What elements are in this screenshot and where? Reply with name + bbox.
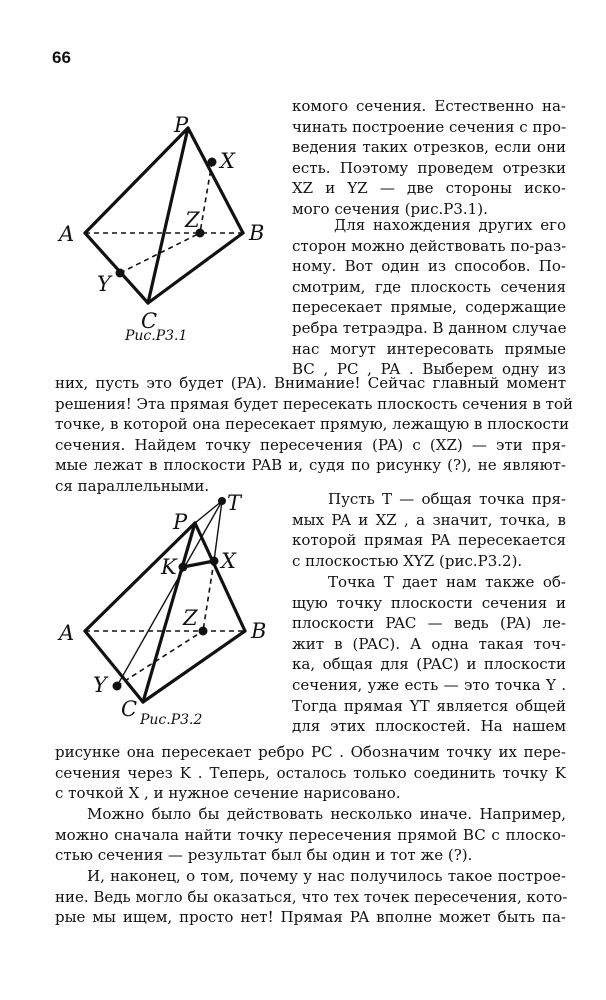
segment-XZ xyxy=(203,561,214,631)
text-line: сечения. Найдем точку пересечения (PA) с (XZ) — эти пря- xyxy=(55,435,566,454)
paragraph-1 xyxy=(292,96,566,220)
edge-PA xyxy=(85,128,188,233)
label-Z: Z xyxy=(183,606,198,630)
text-line: сечения, уже есть — это точка Y . xyxy=(292,675,566,694)
text-line: смотрим, где плоскость сечения xyxy=(292,277,566,296)
edge-PB xyxy=(195,523,245,631)
label-B: B xyxy=(251,619,267,643)
text-line: нас могут интересовать прямые xyxy=(292,339,566,358)
text-line: чинать построение сечения с про- xyxy=(292,117,567,136)
label-X: X xyxy=(221,549,236,573)
label-C: C xyxy=(141,309,158,333)
text-line: с точкой X , и нужное сечение нарисовано. xyxy=(55,784,401,803)
label-Y: Y xyxy=(97,272,111,296)
text-line: пересекает прямые, содержащие xyxy=(292,298,566,317)
point-T xyxy=(218,497,226,505)
text-line: Тогда прямая YT является общей xyxy=(292,696,566,715)
figure-1-caption: Рис.Р3.1 xyxy=(125,328,188,344)
text-line: BC , PC , PA . Выберем одну из xyxy=(292,360,566,379)
text-line: решения! Эта прямая будет пересекать плоскость сечения в той xyxy=(55,394,573,413)
point-X xyxy=(210,557,219,566)
text-line: Можно было бы действовать несколько иначе. Например, xyxy=(87,805,566,823)
paragraph-2 xyxy=(292,215,566,380)
text-line: ся параллельными. xyxy=(55,476,210,495)
edge-AC xyxy=(85,233,148,303)
text-line: жит в (PAC). А одна такая точ- xyxy=(292,634,566,653)
text-line: них, пусть это будет (PA). Внимание! Сейчас главный момент xyxy=(55,374,566,392)
text-line: для этих плоскостей. На нашем xyxy=(292,717,566,736)
label-Y: Y xyxy=(93,673,107,697)
figure-1 xyxy=(55,110,285,333)
text-line: стью сечения — результат был бы один и тот же (?). xyxy=(55,846,473,865)
segment-XZ xyxy=(200,162,212,233)
point-X xyxy=(208,158,217,167)
text-line: с плоскостью XYZ (рис.Р3.2). xyxy=(292,551,523,570)
edge-CB xyxy=(143,631,245,702)
label-T: T xyxy=(227,491,242,515)
text-line: ребра тетраэдра. В данном случае xyxy=(292,318,567,337)
text-line: мых PA и XZ , а значит, точка, в xyxy=(292,510,566,529)
label-B: B xyxy=(249,221,265,245)
text-line: рые мы ищем, просто нет! Прямая PA вполне может быть па- xyxy=(55,908,566,927)
text-line: комого сечения. Естественно на- xyxy=(292,97,566,115)
label-P: P xyxy=(173,510,188,534)
paragraph-5 xyxy=(292,572,566,737)
text-line: Точка T дает нам также об- xyxy=(328,573,566,591)
point-Y xyxy=(113,682,122,691)
text-line: сечения через K . Теперь, осталось только соединить точку K xyxy=(55,763,566,782)
label-C: C xyxy=(121,697,138,721)
text-line: И, наконец, о том, почему у нас получилось такое построе- xyxy=(87,867,566,885)
text-line: рисунке она пересекает ребро PC . Обозначим точку их пере- xyxy=(55,743,566,761)
figure-2-caption: Рис.Р3.2 xyxy=(140,712,203,728)
text-line: ние. Ведь могло бы оказаться, что тех точек пересечения, кото- xyxy=(55,887,568,906)
label-A: A xyxy=(59,621,75,645)
paragraph-4 xyxy=(292,489,566,571)
paragraph-3 xyxy=(55,373,573,497)
text-line: ка, общая для (PAC) и плоскости xyxy=(292,655,566,674)
paragraph-8 xyxy=(55,866,566,928)
text-line: щую точку плоскости сечения и xyxy=(292,593,566,612)
text-line: Пусть T — общая точка пря- xyxy=(328,490,566,508)
text-line: мого сечения (рис.Р3.1). xyxy=(292,199,488,218)
text-line: которой прямая PA пересекается xyxy=(292,531,566,550)
text-line: точке, в которой она пересекает прямую, лежащую в плоскости xyxy=(55,415,570,434)
page-number: 66 xyxy=(52,48,71,67)
text-line: мые лежат в плоскости PAB и, судя по рисунку (?), не являют- xyxy=(55,456,566,475)
text-line: есть. Поэтому проведем отрезки xyxy=(292,158,566,177)
text-line: плоскости PAC — ведь (PA) ле- xyxy=(292,614,566,633)
label-P: P xyxy=(174,113,189,137)
label-Z: Z xyxy=(185,208,200,232)
point-Z xyxy=(199,627,208,636)
text-line: ведения таких отрезков, если они xyxy=(292,138,566,157)
paragraph-6 xyxy=(55,742,566,804)
text-line: XZ и YZ — две стороны иско- xyxy=(292,179,566,198)
label-K: K xyxy=(161,555,177,579)
figure-1-drawing xyxy=(55,110,285,333)
extension-PT xyxy=(195,501,222,523)
label-X: X xyxy=(220,149,235,173)
text-line: сторон можно действовать по-раз- xyxy=(292,236,567,255)
text-line: ному. Вот один из способов. По- xyxy=(292,257,566,276)
text-line: Для нахождения других его xyxy=(334,216,566,234)
label-A: A xyxy=(59,222,75,246)
paragraph-7 xyxy=(55,804,566,866)
point-K xyxy=(179,563,188,572)
point-Y xyxy=(116,269,125,278)
text-line: можно сначала найти точку пересечения прямой BC с плоско- xyxy=(55,825,566,844)
